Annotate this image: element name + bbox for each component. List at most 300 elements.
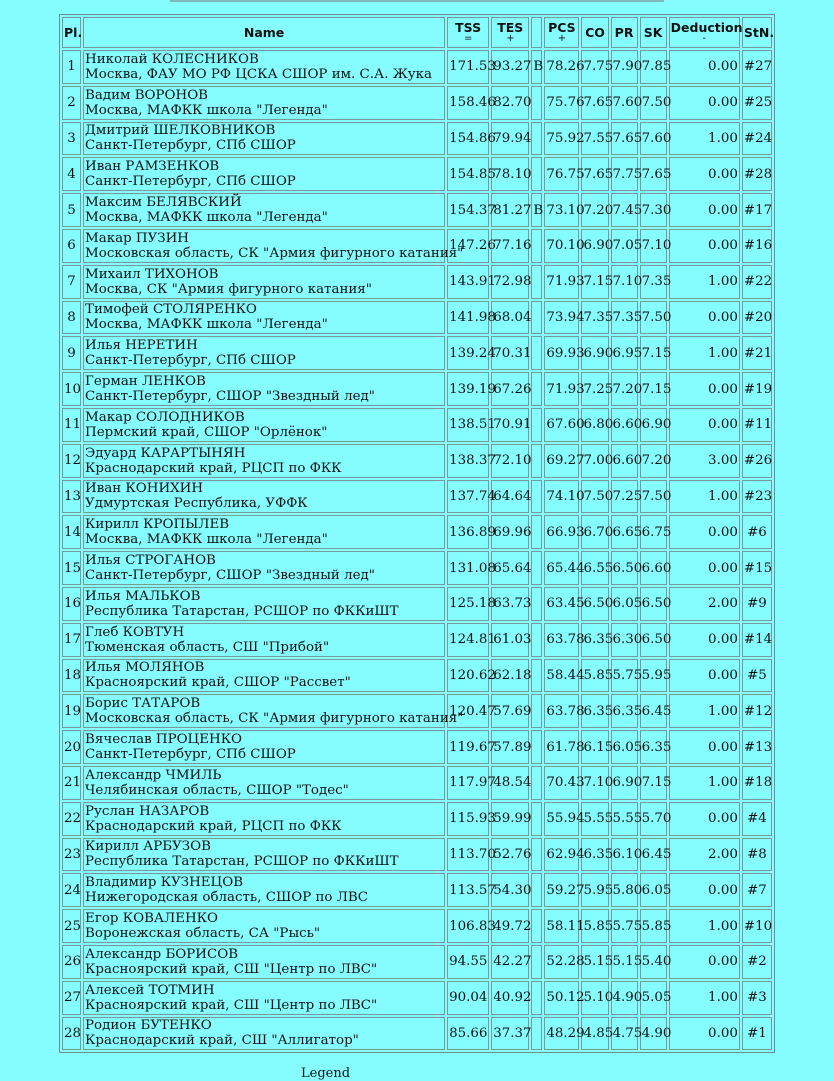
- co-cell: 7.65: [581, 86, 608, 120]
- co-cell: 6.90: [581, 336, 608, 370]
- deduction-cell: 1.00: [669, 480, 740, 514]
- name-cell: [83, 86, 445, 120]
- place-cell: 6: [62, 229, 81, 263]
- tes-cell: 70.31: [491, 336, 529, 370]
- pr-cell: 6.30: [611, 623, 638, 657]
- skater-name[interactable]: Александр БОРИСОВ: [85, 946, 239, 962]
- skater-name[interactable]: Егор КОВАЛЕНКО: [85, 911, 219, 927]
- sk-cell: 5.05: [640, 981, 667, 1015]
- place-cell: 16: [62, 587, 81, 621]
- pcs-cell: 73.94: [544, 301, 579, 335]
- skater-name[interactable]: Борис ТАТАРОВ: [85, 696, 201, 712]
- pcs-cell: 52.28: [544, 945, 579, 979]
- starting-number-cell: #21: [742, 336, 772, 370]
- skater-name[interactable]: Владимир КУЗНЕЦОВ: [85, 875, 244, 891]
- skater-name[interactable]: Макар СОЛОДНИКОВ: [85, 409, 245, 425]
- tes-cell: 59.99: [491, 802, 529, 836]
- sk-cell: 7.20: [640, 444, 667, 478]
- deduction-cell: 0.00: [669, 301, 740, 335]
- skater-name[interactable]: Иван РАМЗЕНКОВ: [85, 159, 220, 175]
- name-cell: [83, 981, 445, 1015]
- table-row: [62, 444, 772, 478]
- mark-cell: [531, 265, 542, 299]
- mark-cell: [531, 694, 542, 728]
- mark-cell: [531, 372, 542, 406]
- pr-cell: 6.90: [611, 766, 638, 800]
- mark-cell: [531, 408, 542, 442]
- mark-cell: B: [531, 50, 542, 84]
- tes-cell: 93.27: [491, 50, 529, 84]
- table-row: [62, 193, 772, 227]
- name-cell: [83, 873, 445, 907]
- starting-number-cell: #6: [742, 515, 772, 549]
- table-row: [62, 551, 772, 585]
- co-cell: 5.85: [581, 659, 608, 693]
- place-cell: 7: [62, 265, 81, 299]
- skater-name[interactable]: Илья МАЛЬКОВ: [85, 588, 201, 604]
- mark-cell: [531, 86, 542, 120]
- skater-name[interactable]: Герман ЛЕНКОВ: [85, 374, 206, 390]
- sk-cell: 7.35: [640, 265, 667, 299]
- name-cell: [83, 193, 445, 227]
- starting-number-cell: #27: [742, 50, 772, 84]
- mark-cell: [531, 659, 542, 693]
- mark-cell: [531, 766, 542, 800]
- name-cell: [83, 587, 445, 621]
- skater-club: Москва, ФАУ МО РФ ЦСКА СШОР им. С.А. Жука: [85, 66, 432, 82]
- tes-cell: 52.76: [491, 838, 529, 872]
- pcs-cell: 63.78: [544, 694, 579, 728]
- skater-name[interactable]: Вячеслав ПРОЦЕНКО: [85, 732, 243, 748]
- sk-cell: 7.15: [640, 372, 667, 406]
- starting-number-cell: #14: [742, 623, 772, 657]
- tes-cell: 81.27: [491, 193, 529, 227]
- name-cell: [83, 730, 445, 764]
- pcs-cell: 75.92: [544, 122, 579, 156]
- pr-cell: 7.90: [611, 50, 638, 84]
- starting-number-cell: #16: [742, 229, 772, 263]
- deduction-cell: 1.00: [669, 694, 740, 728]
- name-cell: [83, 372, 445, 406]
- pr-cell: 7.75: [611, 157, 638, 191]
- place-cell: 1: [62, 50, 81, 84]
- table-row: [62, 480, 772, 514]
- pr-cell: 5.15: [611, 945, 638, 979]
- tes-cell: 42.27: [491, 945, 529, 979]
- place-cell: 24: [62, 873, 81, 907]
- skater-club: Красноярский край, СШ "Центр по ЛВС": [85, 997, 378, 1013]
- tes-cell: 63.73: [491, 587, 529, 621]
- mark-cell: B: [531, 193, 542, 227]
- pr-cell: 7.20: [611, 372, 638, 406]
- results-body: [62, 50, 772, 1050]
- co-cell: 4.85: [581, 1017, 608, 1051]
- header-sk: SK: [640, 17, 667, 48]
- pr-cell: 7.10: [611, 265, 638, 299]
- name-cell: [83, 945, 445, 979]
- sk-cell: 6.50: [640, 623, 667, 657]
- header-row: [62, 17, 772, 48]
- mark-cell: [531, 730, 542, 764]
- sk-cell: 6.45: [640, 694, 667, 728]
- skater-name[interactable]: Кирилл КРОПЫЛЕВ: [85, 517, 230, 533]
- starting-number-cell: #17: [742, 193, 772, 227]
- sk-cell: 6.60: [640, 551, 667, 585]
- name-cell: [83, 408, 445, 442]
- starting-number-cell: #7: [742, 873, 772, 907]
- tss-cell: 113.57: [447, 873, 489, 907]
- skater-name[interactable]: Максим БЕЛЯВСКИЙ: [85, 195, 242, 211]
- tss-cell: 171.53: [447, 50, 489, 84]
- place-cell: 15: [62, 551, 81, 585]
- tes-cell: 57.69: [491, 694, 529, 728]
- tss-cell: 154.86: [447, 122, 489, 156]
- deduction-cell: 0.00: [669, 730, 740, 764]
- skater-club: Москва, МАФКК школа "Легенда": [85, 210, 328, 226]
- tes-cell: 49.72: [491, 909, 529, 943]
- starting-number-cell: #18: [742, 766, 772, 800]
- skater-name[interactable]: Иван КОНИХИН: [85, 481, 204, 497]
- starting-number-cell: #26: [742, 444, 772, 478]
- place-cell: 28: [62, 1017, 81, 1051]
- name-cell: [83, 122, 445, 156]
- name-cell: [83, 694, 464, 728]
- sk-cell: 7.50: [640, 480, 667, 514]
- starting-number-cell: #28: [742, 157, 772, 191]
- skater-name[interactable]: Александр ЧМИЛЬ: [85, 767, 222, 783]
- table-row: [62, 265, 772, 299]
- tes-cell: 57.89: [491, 730, 529, 764]
- pcs-cell: 61.78: [544, 730, 579, 764]
- skater-club: Воронежская область, СА "Рысь": [85, 926, 321, 942]
- starting-number-cell: #22: [742, 265, 772, 299]
- sk-cell: 7.50: [640, 301, 667, 335]
- pr-cell: 7.65: [611, 122, 638, 156]
- name-cell: [83, 623, 445, 657]
- tss-cell: 158.46: [447, 86, 489, 120]
- tes-cell: 61.03: [491, 623, 529, 657]
- pcs-cell: 76.75: [544, 157, 579, 191]
- tss-cell: 143.91: [447, 265, 489, 299]
- skater-club: Санкт-Петербург, СПб СШОР: [85, 174, 296, 190]
- tss-cell: 124.81: [447, 623, 489, 657]
- pcs-cell: 75.76: [544, 86, 579, 120]
- deduction-cell: 0.00: [669, 873, 740, 907]
- skater-name[interactable]: Илья НЕРЕТИН: [85, 338, 198, 354]
- co-cell: 7.65: [581, 157, 608, 191]
- skater-name[interactable]: Николай КОЛЕСНИКОВ: [85, 51, 259, 67]
- skater-club: Москва, МАФКК школа "Легенда": [85, 532, 328, 548]
- pr-cell: 5.75: [611, 909, 638, 943]
- starting-number-cell: #15: [742, 551, 772, 585]
- skater-club: Красноярский край, СШ "Центр по ЛВС": [85, 961, 378, 977]
- skater-name[interactable]: Кирилл АРБУЗОВ: [85, 839, 211, 855]
- table-row: [62, 50, 772, 84]
- header-name: Name: [83, 17, 445, 48]
- co-cell: 7.00: [581, 444, 608, 478]
- tss-cell: 154.85: [447, 157, 489, 191]
- co-cell: 6.90: [581, 229, 608, 263]
- skater-club: Красноярский край, СШОР "Рассвет": [85, 675, 351, 691]
- deduction-cell: 0.00: [669, 551, 740, 585]
- co-cell: 6.70: [581, 515, 608, 549]
- mark-cell: [531, 838, 542, 872]
- table-row: [62, 838, 772, 872]
- mark-cell: [531, 122, 542, 156]
- sk-cell: 7.85: [640, 50, 667, 84]
- mark-cell: [531, 301, 542, 335]
- skater-club: Краснодарский край, РЦСП по ФКК: [85, 460, 342, 476]
- name-cell: [83, 336, 445, 370]
- pr-cell: 7.60: [611, 86, 638, 120]
- table-row: [62, 909, 772, 943]
- tes-cell: 40.92: [491, 981, 529, 1015]
- header-mark: [531, 17, 542, 48]
- skater-club: Республика Татарстан, РСШОР по ФККиШТ: [85, 854, 399, 870]
- skater-name[interactable]: Илья МОЛЯНОВ: [85, 660, 205, 676]
- tss-cell: 136.89: [447, 515, 489, 549]
- mark-cell: [531, 945, 542, 979]
- co-cell: 5.95: [581, 873, 608, 907]
- skater-name[interactable]: Илья СТРОГАНОВ: [85, 553, 216, 569]
- tss-cell: 141.98: [447, 301, 489, 335]
- co-cell: 7.25: [581, 372, 608, 406]
- starting-number-cell: #11: [742, 408, 772, 442]
- table-row: [62, 1017, 772, 1051]
- starting-number-cell: #24: [742, 122, 772, 156]
- skater-name[interactable]: Руслан НАЗАРОВ: [85, 803, 210, 819]
- skater-name[interactable]: Тимофей СТОЛЯРЕНКО: [85, 302, 257, 318]
- pr-cell: 6.05: [611, 587, 638, 621]
- deduction-cell: 1.00: [669, 122, 740, 156]
- tes-cell: 78.10: [491, 157, 529, 191]
- skater-club: Краснодарский край, СШ "Аллигатор": [85, 1033, 359, 1049]
- sk-cell: 7.15: [640, 336, 667, 370]
- co-cell: 7.50: [581, 480, 608, 514]
- skater-name[interactable]: Михаил ТИХОНОВ: [85, 266, 219, 282]
- table-row: [62, 336, 772, 370]
- mark-cell: [531, 229, 542, 263]
- pcs-cell: 65.44: [544, 551, 579, 585]
- tss-cell: 147.26: [447, 229, 489, 263]
- mark-cell: [531, 480, 542, 514]
- skater-club: Санкт-Петербург, СШОР "Звездный лед": [85, 568, 375, 584]
- pr-cell: 6.05: [611, 730, 638, 764]
- pr-cell: 5.55: [611, 802, 638, 836]
- header-tss: TSS =: [447, 17, 489, 48]
- sk-cell: 7.30: [640, 193, 667, 227]
- deduction-cell: 1.00: [669, 981, 740, 1015]
- name-cell: [83, 909, 445, 943]
- place-cell: 17: [62, 623, 81, 657]
- skater-name[interactable]: Макар ПУЗИН: [85, 230, 189, 246]
- co-cell: 5.15: [581, 945, 608, 979]
- tss-cell: 139.19: [447, 372, 489, 406]
- mark-cell: [531, 981, 542, 1015]
- mark-cell: [531, 623, 542, 657]
- name-cell: [83, 1017, 445, 1051]
- name-cell: [83, 229, 464, 263]
- place-cell: 2: [62, 86, 81, 120]
- deduction-cell: 0.00: [669, 193, 740, 227]
- deduction-cell: 0.00: [669, 157, 740, 191]
- co-cell: 7.55: [581, 122, 608, 156]
- header-co: CO: [581, 17, 608, 48]
- starting-number-cell: #13: [742, 730, 772, 764]
- name-cell: [83, 50, 445, 84]
- sk-cell: 5.95: [640, 659, 667, 693]
- deduction-cell: 2.00: [669, 838, 740, 872]
- starting-number-cell: #20: [742, 301, 772, 335]
- sk-cell: 6.45: [640, 838, 667, 872]
- starting-number-cell: #5: [742, 659, 772, 693]
- place-cell: 19: [62, 694, 81, 728]
- skater-name[interactable]: Глеб КОВТУН: [85, 624, 185, 640]
- tss-cell: 154.37: [447, 193, 489, 227]
- place-cell: 20: [62, 730, 81, 764]
- tes-cell: 72.98: [491, 265, 529, 299]
- pr-cell: 5.80: [611, 873, 638, 907]
- pcs-cell: 74.10: [544, 480, 579, 514]
- table-row: [62, 157, 772, 191]
- mark-cell: [531, 336, 542, 370]
- deduction-cell: 0.00: [669, 945, 740, 979]
- tes-cell: 37.37: [491, 1017, 529, 1051]
- deduction-cell: 0.00: [669, 86, 740, 120]
- pcs-cell: 69.27: [544, 444, 579, 478]
- sk-cell: 6.05: [640, 873, 667, 907]
- starting-number-cell: #12: [742, 694, 772, 728]
- pr-cell: 4.75: [611, 1017, 638, 1051]
- pcs-cell: 62.94: [544, 838, 579, 872]
- tss-cell: 137.74: [447, 480, 489, 514]
- table-row: [62, 122, 772, 156]
- deduction-cell: 0.00: [669, 408, 740, 442]
- header-pr: PR: [611, 17, 638, 48]
- mark-cell: [531, 587, 542, 621]
- deduction-cell: 1.00: [669, 766, 740, 800]
- pcs-cell: 67.60: [544, 408, 579, 442]
- table-row: [62, 981, 772, 1015]
- sk-cell: 7.15: [640, 766, 667, 800]
- table-row: [62, 694, 772, 728]
- mark-cell: [531, 1017, 542, 1051]
- place-cell: 14: [62, 515, 81, 549]
- table-row: [62, 229, 772, 263]
- pr-cell: 6.10: [611, 838, 638, 872]
- place-cell: 21: [62, 766, 81, 800]
- table-row: [62, 301, 772, 335]
- sk-cell: 7.65: [640, 157, 667, 191]
- place-cell: 25: [62, 909, 81, 943]
- table-row: [62, 659, 772, 693]
- skater-club: Москва, МАФКК школа "Легенда": [85, 102, 328, 118]
- tss-cell: 119.67: [447, 730, 489, 764]
- skater-name[interactable]: Эдуард КАРАРТЫНЯН: [85, 445, 246, 461]
- tes-cell: 69.96: [491, 515, 529, 549]
- name-cell: [83, 838, 445, 872]
- co-cell: 5.85: [581, 909, 608, 943]
- skater-name[interactable]: Дмитрий ШЕЛКОВНИКОВ: [85, 123, 276, 139]
- starting-number-cell: #23: [742, 480, 772, 514]
- table-row: [62, 945, 772, 979]
- skater-club: Краснодарский край, РЦСП по ФКК: [85, 818, 342, 834]
- co-cell: 6.55: [581, 551, 608, 585]
- pcs-cell: 78.26: [544, 50, 579, 84]
- co-cell: 7.20: [581, 193, 608, 227]
- tes-cell: 54.30: [491, 873, 529, 907]
- co-cell: 7.75: [581, 50, 608, 84]
- deduction-cell: 0.00: [669, 802, 740, 836]
- starting-number-cell: #4: [742, 802, 772, 836]
- header-stn: StN.: [742, 17, 772, 48]
- starting-number-cell: #1: [742, 1017, 772, 1051]
- mark-cell: [531, 444, 542, 478]
- deduction-cell: 3.00: [669, 444, 740, 478]
- place-cell: 4: [62, 157, 81, 191]
- skater-name[interactable]: Алексей ТОТМИН: [85, 982, 215, 998]
- mark-cell: [531, 157, 542, 191]
- tss-cell: 117.97: [447, 766, 489, 800]
- pcs-cell: 48.29: [544, 1017, 579, 1051]
- pcs-cell: 70.10: [544, 229, 579, 263]
- header-deduction: Deduction -: [669, 17, 740, 48]
- place-cell: 26: [62, 945, 81, 979]
- pr-cell: 7.35: [611, 301, 638, 335]
- sk-cell: 4.90: [640, 1017, 667, 1051]
- pcs-cell: 63.78: [544, 623, 579, 657]
- name-cell: [83, 802, 445, 836]
- co-cell: 6.35: [581, 838, 608, 872]
- table-row: [62, 623, 772, 657]
- table-row: [62, 86, 772, 120]
- pr-cell: 5.75: [611, 659, 638, 693]
- pcs-cell: 66.93: [544, 515, 579, 549]
- skater-name[interactable]: Родион БУТЕНКО: [85, 1018, 212, 1034]
- header-pcs: PCS +: [544, 17, 579, 48]
- skater-name[interactable]: Вадим ВОРОНОВ: [85, 87, 209, 103]
- skater-club: Санкт-Петербург, СПб СШОР: [85, 138, 296, 154]
- place-cell: 11: [62, 408, 81, 442]
- pcs-cell: 58.44: [544, 659, 579, 693]
- place-cell: 22: [62, 802, 81, 836]
- skater-club: Тюменская область, СШ "Прибой": [85, 639, 330, 655]
- pr-cell: 7.25: [611, 480, 638, 514]
- header-tes: TES +: [491, 17, 529, 48]
- skater-club: Московская область, СК "Армия фигурного катания": [85, 245, 464, 261]
- table-row: [62, 372, 772, 406]
- name-cell: [83, 301, 445, 335]
- place-cell: 23: [62, 838, 81, 872]
- tss-cell: 131.08: [447, 551, 489, 585]
- co-cell: 6.50: [581, 587, 608, 621]
- mark-cell: [531, 909, 542, 943]
- name-cell: [83, 766, 445, 800]
- sk-cell: 5.70: [640, 802, 667, 836]
- pr-cell: 4.90: [611, 981, 638, 1015]
- pcs-cell: 55.94: [544, 802, 579, 836]
- sk-cell: 6.35: [640, 730, 667, 764]
- skater-club: Санкт-Петербург, СПб СШОР: [85, 747, 296, 763]
- tss-cell: 113.70: [447, 838, 489, 872]
- starting-number-cell: #19: [742, 372, 772, 406]
- pr-cell: 6.35: [611, 694, 638, 728]
- legend-link[interactable]: Legend: [301, 1066, 351, 1081]
- starting-number-cell: #2: [742, 945, 772, 979]
- table-row: [62, 802, 772, 836]
- pcs-cell: 71.93: [544, 265, 579, 299]
- sk-cell: 7.50: [640, 86, 667, 120]
